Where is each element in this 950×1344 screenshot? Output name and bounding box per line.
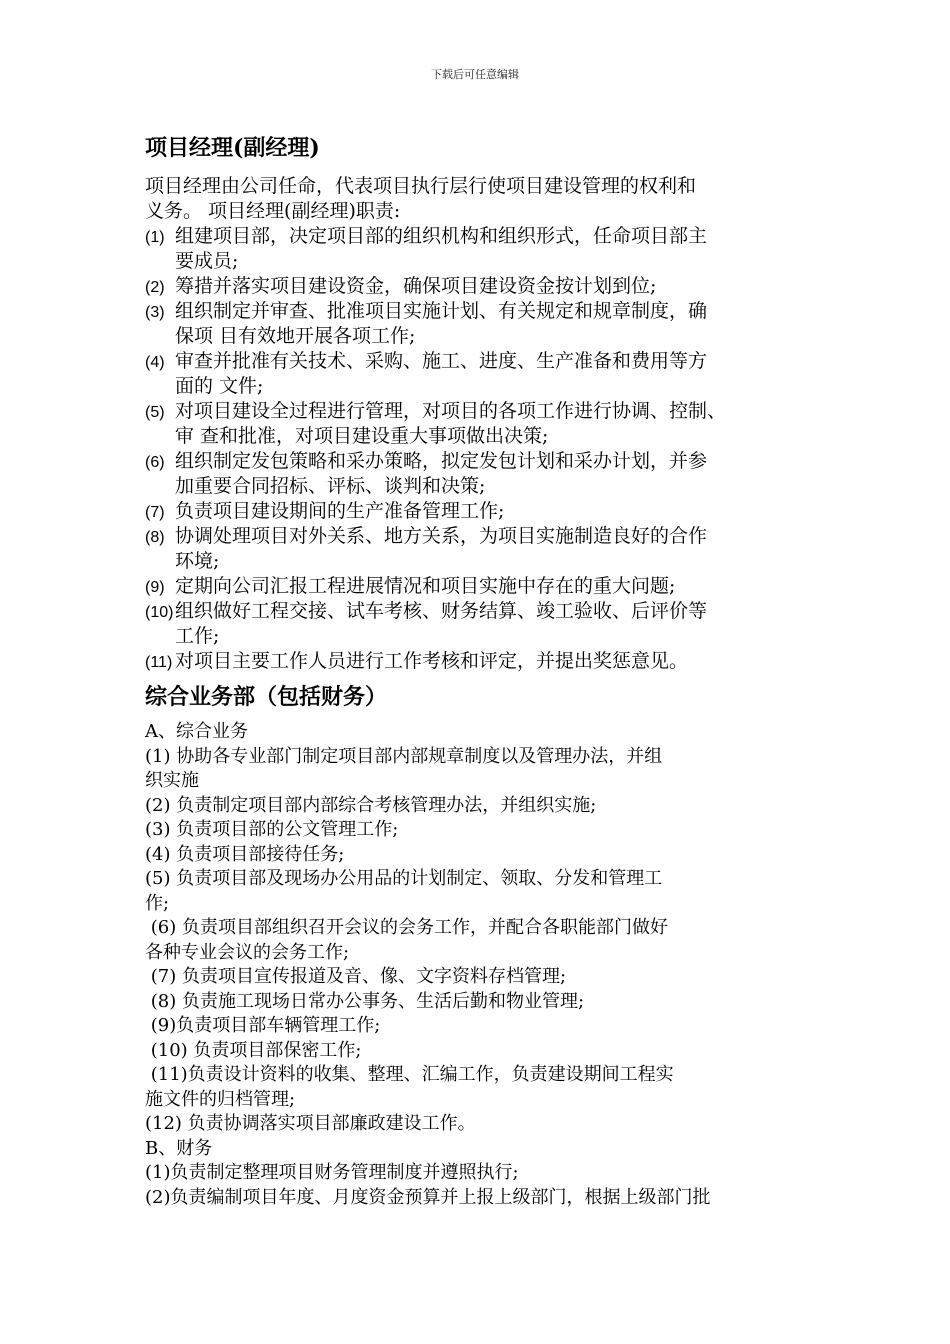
duty-item-line: 环境; <box>175 550 220 572</box>
page-header: 下载后可任意编辑 <box>431 68 519 81</box>
duty-item-line: (11) 对项目主要工作人员进行工作考核和评定，并提出奖惩意见。 <box>145 649 825 675</box>
dept-duty-line: (1) 协助各专业部门制定项目部内部规章制度以及管理办法，并组 <box>145 745 663 767</box>
duty-item-number: (8) <box>145 529 165 546</box>
dept-duty-line: 作; <box>145 892 170 914</box>
duty-item-line: 工作; <box>175 625 220 647</box>
intro-line: 项目经理由公司任命，代表项目执行层行使项目建设管理的权利和 <box>145 175 697 197</box>
duty-item-line: (2) 筹措并落实项目建设资金，确保项目建设资金按计划到位; <box>145 274 825 300</box>
intro-line: 义务。 项目经理(副经理)职责: <box>145 200 401 222</box>
section2-title: 综合业务部（包括财务） <box>145 684 388 710</box>
duty-item-number: (11) <box>145 654 173 671</box>
duty-item-line: (6) 组织制定发包策略和采办策略，拟定发包计划和采办计划，并参 <box>145 449 825 475</box>
dept-duty-line: 织实施 <box>145 770 199 791</box>
dept-duty-line: (8) 负责施工现场日常办公事务、生活后勤和物业管理; <box>145 990 585 1012</box>
dept-duty-line: (12) 负责协调落实项目部廉政建设工作。 <box>145 1113 476 1134</box>
duty-item-number: (3) <box>145 304 165 321</box>
section1-title: 项目经理(副经理) <box>145 135 320 161</box>
dept-duty-line: B、财务 <box>145 1137 213 1159</box>
dept-duty-line: (5) 负责项目部及现场办公用品的计划制定、领取、分发和管理工 <box>145 868 663 889</box>
dept-duty-line: (9)负责项目部车辆管理工作; <box>145 1015 381 1036</box>
duty-item-number: (5) <box>145 404 165 421</box>
duty-item-number: (2) <box>145 279 165 296</box>
duty-item-line: (10)组织做好工程交接、试车考核、财务结算、竣工验收、后评价等 <box>145 599 825 625</box>
dept-duty-line: 施文件的归档管理; <box>145 1088 296 1110</box>
duty-item-line: (4) 审查并批准有关技术、采购、施工、进度、生产准备和费用等方 <box>145 349 825 375</box>
dept-duty-line: (6) 负责项目部组织召开会议的会务工作，并配合各职能部门做好 <box>145 917 668 938</box>
duty-item-line: (7) 负责项目建设期间的生产准备管理工作; <box>145 499 825 525</box>
duty-item-number: (9) <box>145 579 165 596</box>
duty-item-line: (8) 协调处理项目对外关系、地方关系，为项目实施制造良好的合作 <box>145 524 825 550</box>
dept-duty-line: (2) 负责制定项目部内部综合考核管理办法，并组织实施; <box>145 794 597 816</box>
duty-item-number: (4) <box>145 354 165 371</box>
duty-item-line: 保项 目有效地开展各项工作; <box>175 325 416 347</box>
duty-item-line: (1) 组建项目部，决定项目部的组织机构和组织形式，任命项目部主 <box>145 224 825 250</box>
duty-item-line: 面的 文件; <box>175 375 264 397</box>
dept-duty-line: (2)负责编制项目年度、月度资金预算并上报上级部门，根据上级部门批 <box>145 1186 711 1208</box>
dept-duty-line: (3) 负责项目部的公文管理工作; <box>145 819 399 840</box>
duty-item-number: (6) <box>145 454 165 471</box>
dept-duty-line: (4) 负责项目部接待任务; <box>145 843 345 865</box>
dept-duty-line: 各种专业会议的会务工作; <box>145 941 350 963</box>
duty-item-line: (3) 组织制定并审查、批准项目实施计划、有关规定和规章制度，确 <box>145 299 825 325</box>
duty-item-line: 要成员; <box>175 250 239 272</box>
duty-item-number: (1) <box>145 229 165 246</box>
duty-item-number: (10) <box>145 604 174 621</box>
duty-item-line: 加重要合同招标、评标、谈判和决策; <box>175 475 486 497</box>
duty-item-line: (9) 定期向公司汇报工程进展情况和项目实施中存在的重大问题; <box>145 574 825 600</box>
duty-item-line: 审 查和批准，对项目建设重大事项做出决策; <box>175 425 549 447</box>
duty-item-line: (5) 对项目建设全过程进行管理，对项目的各项工作进行协调、控制、 <box>145 399 825 425</box>
dept-duty-line: A、综合业务 <box>145 721 248 742</box>
dept-duty-line: (10) 负责项目部保密工作; <box>145 1039 362 1061</box>
dept-duty-line: (11)负责设计资料的收集、整理、汇编工作，负责建设期间工程实 <box>145 1064 674 1085</box>
dept-duty-line: (7) 负责项目宣传报道及音、像、文字资料存档管理; <box>145 966 567 987</box>
duty-item-number: (7) <box>145 504 165 521</box>
dept-duty-line: (1)负责制定整理项目财务管理制度并遵照执行; <box>145 1162 519 1183</box>
